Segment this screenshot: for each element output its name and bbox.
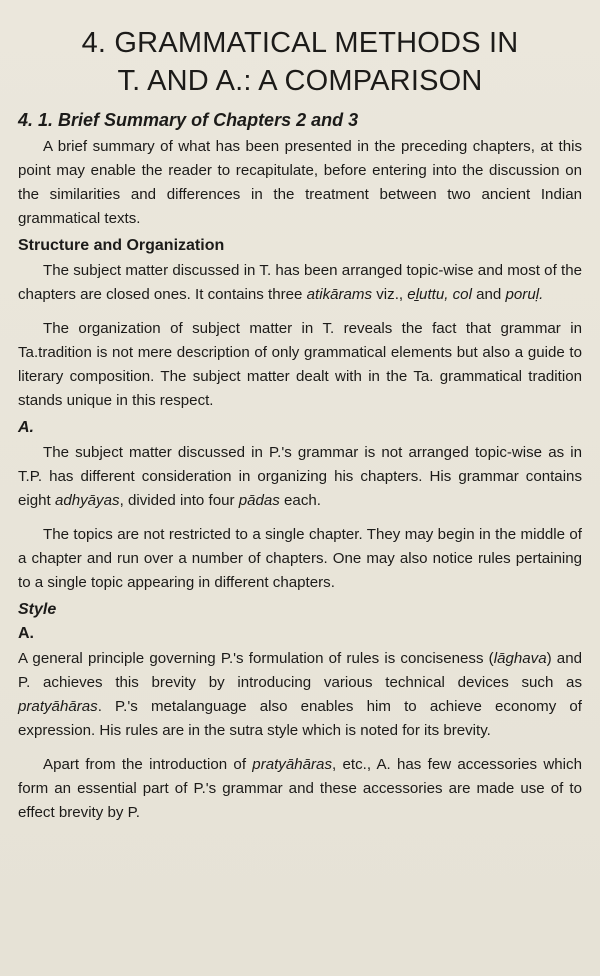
term-eluttu: eḻuttu, [407,286,449,303]
chapter-title [20,24,580,100]
style-heading: Style [18,601,57,618]
paragraph-conciseness [18,647,582,743]
term-adhyayas: adhyāyas [54,492,120,509]
text-run: . P.'s metalanguage also enables him to achieve economy of expression. His rules are in the sutra style which is noted for its brevity. [18,698,582,739]
term-pratyaharas-2: pratyāhāras [252,756,333,773]
text-run: Apart from the introduction of [43,756,253,773]
paragraph-accessories [18,753,582,825]
text-run: The subject matter discussed in T. has been arranged topic-wise and most of the chapters are closed ones. It contains three [18,262,582,303]
subheading-a-style: A. [18,625,34,642]
paragraph-structure-t [18,259,582,307]
text-run: The subject matter discussed in P.'s grammar is not arranged topic-wise as in T.P. has different consideration in organizing his chapters. His grammar contains eight [18,444,582,509]
text-run: and [471,286,506,303]
subheading-a-structure: A. [18,419,34,436]
paragraph-topics: The topics are not restricted to a single chapter. They may begin in the middle of a chapter and run over a number of chapters. One may also notice rules pertaining to a single topic appearing in different chapters. [18,526,582,591]
term-porul: poruḷ. [505,286,544,303]
text-run: ) and P. achieves this brevity by introducing various technical devices such as [18,650,582,691]
term-padas: pādas [238,492,280,509]
text-run: , etc., A. has few accessories which form an essential part of P.'s grammar and these accessories are made use of to effect brevity by P. [18,756,582,821]
term-atikarams: atikārams [306,286,373,303]
chapter-title-line-1: 4. GRAMMATICAL METHODS IN [81,27,519,59]
structure-heading: Structure and Organization [18,237,225,254]
section-heading: 4. 1. Brief Summary of Chapters 2 and 3 [18,110,359,130]
term-pratyaharas: pratyāhāras [18,698,98,715]
text-run: A general principle governing P.'s formulation of rules is conciseness ( [18,650,494,667]
term-laghava: lāghava [493,650,547,667]
paragraph-structure-a [18,441,582,513]
text-run: viz., [372,286,408,303]
text-run: , divided into four [119,492,239,509]
text-run: each. [279,492,321,509]
term-col: col [452,286,472,303]
chapter-title-line-2: T. AND A.: A COMPARISON [117,65,483,97]
paragraph-summary: A brief summary of what has been presented in the preceding chapters, at this point may enable the reader to recapitulate, before entering into the discussion on the similarities and differences in the treatment between two ancient Indian grammatical texts. [18,138,582,227]
paragraph-organization-t: The organization of subject matter in T. reveals the fact that grammar in Ta.tradition is not mere description of only grammatical elements but also a guide to literary composition. The subject matter dealt with in the Ta. grammatical tradition stands unique in this respect. [18,320,582,409]
